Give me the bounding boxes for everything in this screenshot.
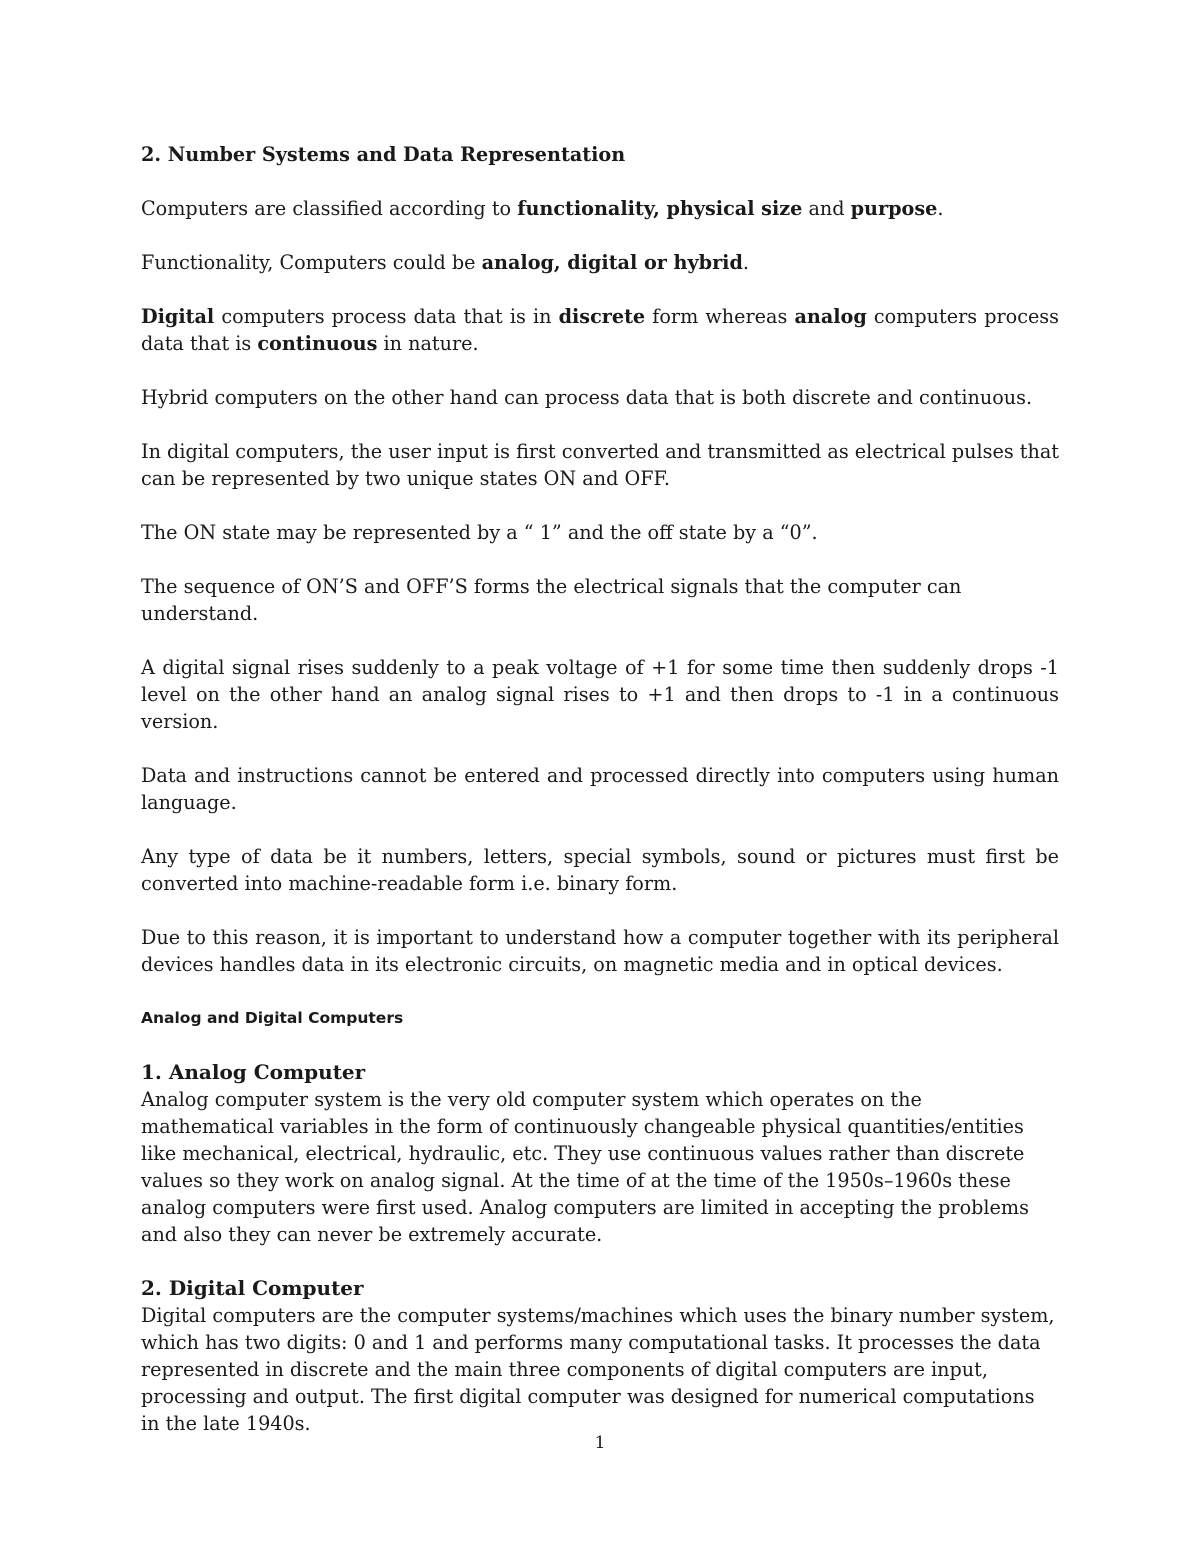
text-span: computers process data that is in [214, 305, 559, 328]
subheading-analog-digital: Analog and Digital Computers [141, 1009, 404, 1027]
bold-span: functionality, physical size [517, 197, 803, 220]
text-span: and [802, 197, 851, 220]
text-span: Functionality, Computers could be [141, 251, 482, 274]
paragraph-hybrid: Hybrid computers on the other hand can process data that is both discrete and continuous. [141, 386, 1033, 409]
paragraph-classification [141, 195, 1059, 222]
bold-span: discrete [558, 305, 646, 328]
text-span: . [742, 251, 749, 274]
paragraph-user-input: In digital computers, the user input is first converted and transmitted as electrical pulses that can be represented by two unique states ON and OFF. [141, 440, 1059, 490]
section-body-analog: Analog computer system is the very old computer system which operates on the mathematical variables in the form of continuously changeable physical quantities/entities like mechanical, electrical, hydraulic, etc. They use continuous values rather than discrete values so they work on analog signal. At the time of at the time of the 1950s–1960s these analog computers were first used. Analog computers are limited in accepting the problems and also they can never be extremely accurate. [141, 1088, 1029, 1246]
text-span: . [937, 197, 944, 220]
section-title-analog: 1. Analog Computer [141, 1060, 366, 1084]
text-span: form whereas [645, 305, 795, 328]
bold-span: Digital [141, 305, 215, 328]
page-number: 1 [594, 1433, 606, 1453]
bold-span: continuous [257, 332, 378, 355]
paragraph-functionality [141, 249, 1059, 276]
paragraph-due-to-reason: Due to this reason, it is important to understand how a computer together with its peripheral devices handles data in its electronic circuits, on magnetic media and in optical devices. [141, 926, 1059, 976]
text-span: Computers are classified according to [141, 197, 518, 220]
bold-span: purpose [850, 197, 938, 220]
paragraph-data-types: Any type of data be it numbers, letters, special symbols, sound or pictures must first be converted into machine-readable form i.e. binary form. [141, 845, 1059, 895]
paragraph-sequence: The sequence of ON’S and OFF’S forms the electrical signals that the computer can understand. [141, 575, 962, 625]
paragraph-on-state: The ON state may be represented by a “ 1” and the off state by a “0”. [141, 521, 818, 544]
paragraph-digital-vs-analog [141, 303, 1059, 357]
bold-span: analog [794, 305, 867, 328]
paragraph-digital-signal: A digital signal rises suddenly to a peak voltage of +1 for some time then suddenly drops -1 level on the other hand an analog signal rises to +1 and then drops to -1 in a continuous version. [141, 656, 1059, 733]
section-body-digital: Digital computers are the computer systems/machines which uses the binary number system, which has two digits: 0 and 1 and performs many computational tasks. It processes the data represented in discrete and the main three components of digital computers are input, processing and output. The first digital computer was designed for numerical computations in the late 1940s. [141, 1304, 1055, 1435]
document-content [141, 141, 1059, 1437]
text-span: computers process data that is [141, 305, 1059, 355]
bold-span: analog, digital or hybrid [481, 251, 743, 274]
text-span: in nature. [377, 332, 479, 355]
section-title-digital: 2. Digital Computer [141, 1276, 364, 1300]
document-title: 2. Number Systems and Data Representation [141, 143, 626, 166]
paragraph-data-instructions: Data and instructions cannot be entered and processed directly into computers using human language. [141, 764, 1059, 814]
